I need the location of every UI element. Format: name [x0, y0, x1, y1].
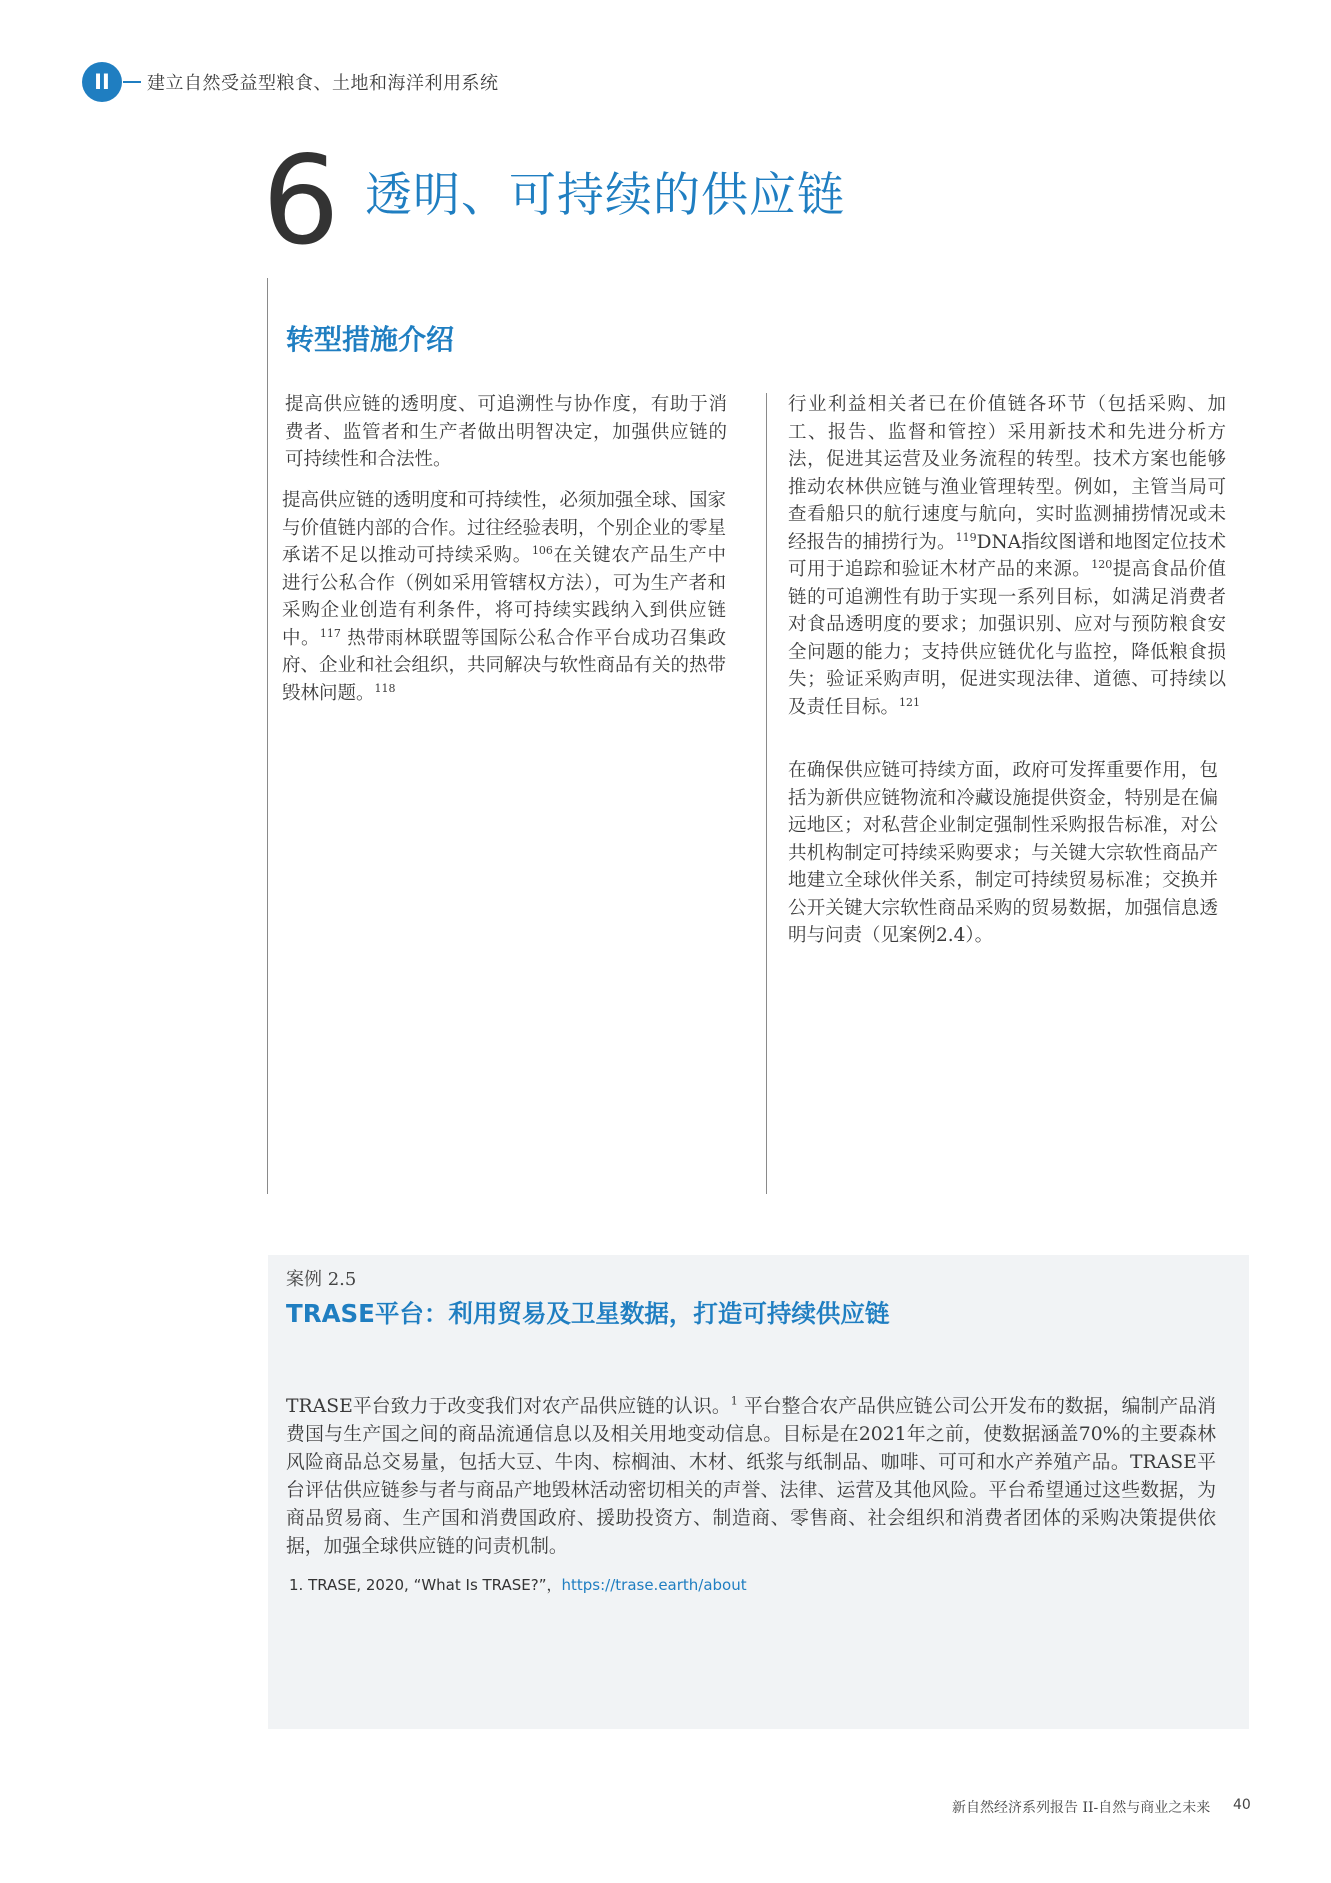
section-heading: 转型措施介绍	[286, 323, 455, 356]
header-divider	[123, 81, 141, 83]
right-body-text-c: 提高食品价值链的可追溯性有助于实现一系列目标，如满足消费者对食品透明度的要求；加强识别、应对与预防粮食安全问题的能力；支持供应链优化与监控，降低粮食损失；验证采购声明，促进实现法律、道德、可持续以及责任目标。	[788, 559, 1226, 718]
header-section-title: 建立自然受益型粮食、土地和海洋利用系统	[147, 73, 499, 94]
left-body-text-b: 在关键农产品生产中进行公私合作（例如采用管辖权方法），可为生产者和采购企业创造有利条件，将可持续实践纳入到供应链中。	[282, 545, 726, 649]
case-footnote	[289, 1574, 747, 1595]
right-body-text-b: DNA指纹图谱和地图定位技术可用于追踪和验证木材产品的来源。	[788, 531, 1226, 580]
left-body-text-a: 提高供应链的透明度和可持续性，必须加强全球、国家与价值链内部的合作。过往经验表明，个别企业的零星承诺不足以推动可持续采购。	[282, 490, 727, 566]
left-body-text-c: 热带雨林联盟等国际公私合作平台成功召集政府、企业和社会组织，共同解决与软性商品有关的热带毁林问题。	[282, 627, 727, 704]
footnote-ref-1[interactable]: 1	[730, 1394, 738, 1408]
footnote-ref-118[interactable]: 118	[374, 681, 396, 695]
case-body-text-b: 平台整合农产品供应链公司公开发布的数据，编制产品消费国与生产国之间的商品流通信息以及相关用地变动信息。目标是在2021年之前，使数据涵盖70%的主要森林风险商品总交易量，包括大豆、牛肉、棕榈油、木材、纸浆与纸制品、咖啡、可可和水产养殖产品。TRASE平台评估供应链参与者与商品产地毁林活动密切相关的声誉、法律、运营及其他风险。平台希望通过这些数据，为商品贸易商、生产国和消费国政府、援助投资方、制造商、零售商、社会组织和消费者团体的采购决策提供依据，加强全球供应链的问责机制。	[286, 1396, 1217, 1557]
right-body-paragraph-1	[788, 391, 1226, 721]
footnote-ref-119[interactable]: 119	[955, 530, 977, 544]
page-number: 40	[1233, 1797, 1251, 1813]
trase-link[interactable]: https://trase.earth/about	[561, 1576, 747, 1594]
case-study-title: TRASE平台：利用贸易及卫星数据，打造可持续供应链	[286, 1299, 890, 1328]
case-study-label: 案例 2.5	[286, 1269, 357, 1290]
chapter-title: 透明、可持续的供应链	[365, 168, 845, 223]
footnote-ref-117[interactable]: 117	[319, 626, 341, 640]
intro-paragraph: 提高供应链的透明度、可追溯性与协作度，有助于消费者、监管者和生产者做出明智决定，加强供应链的可持续性和合法性。	[285, 394, 727, 470]
footnote-ref-120[interactable]: 120	[1091, 557, 1113, 571]
left-column-rule	[267, 278, 268, 1194]
footnote-ref-121[interactable]: 121	[899, 695, 921, 709]
section-badge: II	[82, 62, 122, 102]
left-body-paragraph	[282, 487, 726, 707]
footnote-ref-106[interactable]: 106	[531, 543, 553, 557]
case-body-text-a: TRASE平台致力于改变我们对农产品供应链的认识。	[286, 1396, 731, 1417]
right-body-paragraph-2: 在确保供应链可持续方面，政府可发挥重要作用，包括为新供应链物流和冷藏设施提供资金，特别是在偏远地区；对私营企业制定强制性采购报告标准，对公共机构制定可持续采购要求；与关键大宗软性商品产地建立全球伙伴关系，制定可持续贸易标准；交换并公开关键大宗软性商品采购的贸易数据，加强信息透明与问责（见案例2.4）。	[788, 760, 1218, 946]
chapter-number: 6	[262, 130, 340, 272]
footer-report-title: 新自然经济系列报告 II-自然与商业之未来	[952, 1800, 1211, 1816]
case-footnote-text: 1. TRASE, 2020, “What Is TRASE?”，	[289, 1576, 562, 1594]
middle-column-rule	[766, 393, 767, 1194]
case-study-body	[286, 1393, 1216, 1561]
right-body-text-a: 行业利益相关者已在价值链各环节（包括采购、加工、报告、监督和管控）采用新技术和先进分析方法，促进其运营及业务流程的转型。技术方案也能够推动农林供应链与渔业管理转型。例如，主管当局可查看船只的航行速度与航向，实时监测捕捞情况或未经报告的捕捞行为。	[788, 394, 1226, 553]
